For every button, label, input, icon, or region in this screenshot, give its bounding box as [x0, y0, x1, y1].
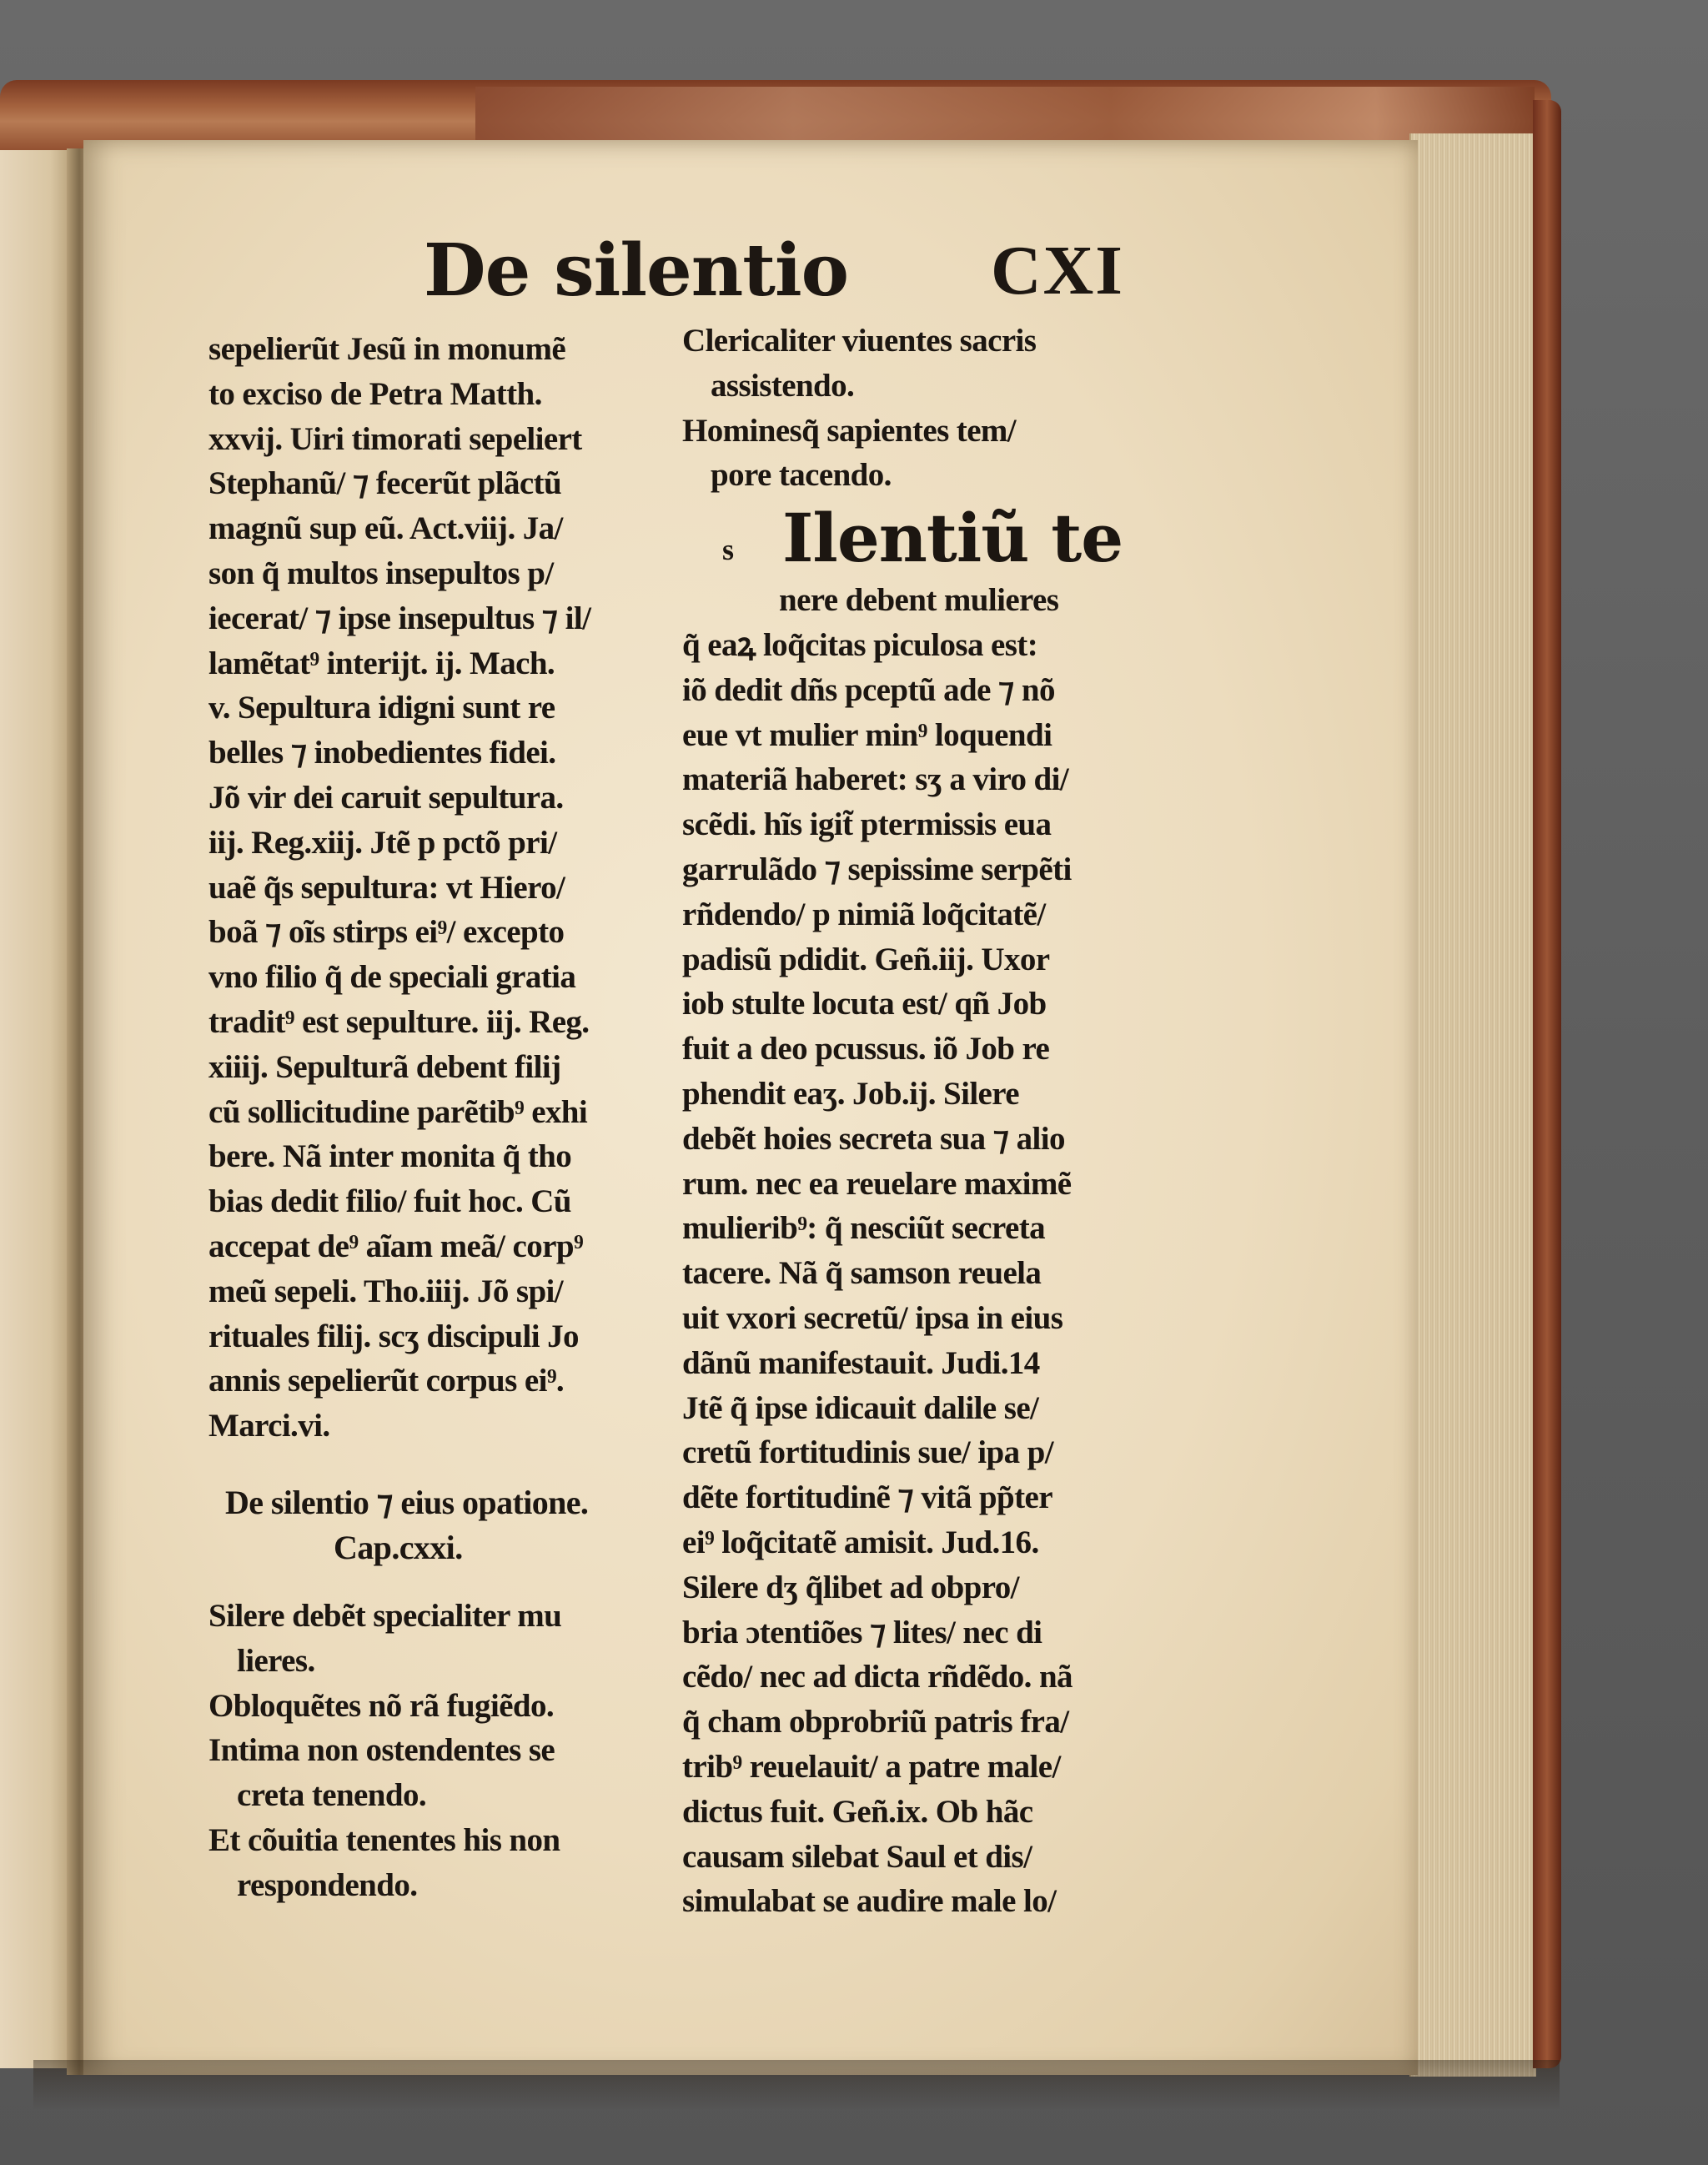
text-line: meũ sepeli. Tho.iiij. Jõ spi/ [208, 1273, 564, 1309]
text-line: sepelierũt Jesũ in monumẽ [208, 331, 566, 367]
text-line: magnũ sup eũ. Act.viij. Ja/ [208, 510, 563, 547]
text-line: trib⁹ reuelauit/ a patre male/ [682, 1748, 1061, 1785]
text-line: lieres. [237, 1642, 315, 1679]
text-line: Hominesq̃ sapientes tem/ [682, 412, 1017, 449]
text-line: phendit eaʒ. Job.ij. Silere [682, 1075, 1019, 1112]
text-line: q̃ eaꝝ loq̃citas piculosa est: [682, 626, 1038, 663]
right-column [682, 319, 1133, 1924]
text-line: Silere dʒ q̃libet ad obpro/ [682, 1569, 1019, 1605]
text-line: vno filio q̃ de speciali gratia [208, 959, 576, 996]
text-line: rum. nec ea reuelare maximẽ [682, 1165, 1072, 1202]
text-line: ei⁹ loq̃citatẽ amisit. Jud.16. [682, 1524, 1039, 1560]
text-line: Jtẽ q̃ ipse idicauit dalile se/ [682, 1389, 1039, 1426]
text-line: bria ɔtentiões ⁊ lites/ nec di [682, 1614, 1042, 1650]
initial-line: Ilentiũ te [782, 499, 1123, 578]
spacer [208, 1570, 676, 1594]
text-line: padisũ pdidit. Geñ.iij. Uxor [682, 941, 1050, 977]
text-line: assistendo. [711, 367, 855, 404]
text-line: bias dedit filio/ fuit hoc. Cũ [208, 1183, 571, 1220]
text-line: dictus fuit. Geñ.ix. Ob hãc [682, 1793, 1033, 1830]
verso-page-edge [0, 150, 72, 2068]
text-line: fuit a deo pcussus. iõ Job re [682, 1031, 1050, 1067]
text-line: Silere debẽt specialiter mu [208, 1597, 562, 1634]
text-line: q̃ cham obprobriũ patris fra/ [682, 1704, 1069, 1741]
summary-continuation [682, 319, 1133, 498]
page-bottom-shadow [33, 2060, 1560, 2110]
initial-row [682, 498, 1133, 578]
chapter-summary [208, 1594, 676, 1908]
text-line: to exciso de Petra Matth. [208, 375, 542, 412]
right-column-body [682, 623, 1133, 1924]
text-line: tacere. Nã q̃ samson reuela [682, 1255, 1042, 1292]
folio-number: CXI [990, 232, 1124, 309]
text-line: xxvij. Uiri timorati sepeliert [208, 420, 582, 457]
text-line: xiiij. Sepulturã debent filij [208, 1048, 561, 1085]
chapter-number: Cap.cxxi. [334, 1528, 463, 1566]
text-line: Obloquẽtes nõ rã fugiẽdo. [208, 1687, 555, 1724]
text-line: tradit⁹ est sepulture. iij. Reg. [208, 1003, 590, 1040]
leather-cover-right [1533, 100, 1561, 2068]
text-line: iij. Reg.xiij. Jtẽ p pctõ pri/ [208, 824, 557, 861]
text-line: lamẽtat⁹ interijt. ij. Mach. [208, 645, 555, 681]
text-line: eue vt mulier min⁹ loquendi [682, 716, 1052, 753]
text-line: uit vxori secretũ/ ipsa in eius [682, 1299, 1063, 1336]
text-line: creta tenendo. [237, 1777, 426, 1814]
leather-cover-band [475, 87, 1535, 142]
text-line: dãnũ manifestauit. Judi.14 [682, 1344, 1040, 1381]
text-line: Stephanũ/ ⁊ fecerũt plãctũ [208, 465, 562, 502]
text-line: nere debent mulieres [779, 582, 1059, 619]
guide-letter: s [722, 533, 735, 567]
text-line: v. Sepultura idigni sunt re [208, 690, 555, 726]
text-line: materiã haberet: sʒ a viro di/ [682, 761, 1069, 798]
text-line: respondendo. [237, 1866, 418, 1903]
running-head [424, 225, 1124, 317]
text-line: rituales filij. scʒ discipuli Jo [208, 1318, 579, 1354]
text-line: iob stulte locuta est/ qñ Job [682, 986, 1047, 1022]
page-edges [1409, 133, 1536, 2077]
text-line: Et cõuitia tenentes his non [208, 1821, 560, 1858]
text-line: simulabat se audire male lo/ [682, 1883, 1057, 1920]
text-line: Clericaliter viuentes sacris [682, 323, 1037, 359]
text-line: son q̃ multos insepultos p/ [208, 555, 554, 591]
text-line: uaẽ q̃s sepultura: vt Hiero/ [208, 869, 565, 906]
text-line: garrulãdo ⁊ sepissime serpẽti [682, 851, 1072, 887]
chapter-heading: De silentio ⁊ eius opatione. [225, 1483, 589, 1521]
spacer [208, 1449, 676, 1480]
text-line: pore tacendo. [711, 457, 892, 494]
text-line: boã ⁊ oĩs stirps ei⁹/ excepto [208, 914, 565, 951]
text-line: mulierib⁹: q̃ nesciũt secreta [682, 1210, 1046, 1247]
running-title: De silentio [424, 229, 848, 313]
text-line: scẽdi. hĩs igit̃ ptermissis eua [682, 806, 1052, 843]
text-line: bere. Nã inter monita q̃ tho [208, 1138, 572, 1175]
text-line: Intima non ostendentes se [208, 1732, 555, 1769]
text-line: rñdendo/ p nimiã loq̃citatẽ/ [682, 896, 1046, 932]
left-column [208, 327, 676, 1908]
text-line: causam silebat Saul et dis/ [682, 1838, 1032, 1875]
text-line: belles ⁊ inobedientes fidei. [208, 735, 556, 771]
text-line: annis sepelierũt corpus ei⁹. [208, 1363, 565, 1399]
text-line: debẽt hoies secreta sua ⁊ alio [682, 1120, 1065, 1157]
text-line: iõ dedit dñs pceptũ ade ⁊ nõ [682, 671, 1055, 708]
text-line: cẽdo/ nec ad dicta rñdẽdo. nã [682, 1659, 1073, 1695]
text-line: dẽte fortitudinẽ ⁊ vitã pp̃ter [682, 1479, 1052, 1516]
text-line: Marci.vi. [208, 1408, 330, 1444]
text-line: iecerat/ ⁊ ipse insepultus ⁊ il/ [208, 600, 591, 636]
left-column-body [208, 327, 676, 1449]
text-line: cretũ fortitudinis sue/ ipa p/ [682, 1434, 1053, 1471]
text-line: accepat de⁹ aĩam meã/ corp⁹ [208, 1228, 584, 1264]
text-line: Jõ vir dei caruit sepultura. [208, 779, 564, 816]
text-line: cũ sollicitudine parẽtib⁹ exhi [208, 1093, 588, 1130]
